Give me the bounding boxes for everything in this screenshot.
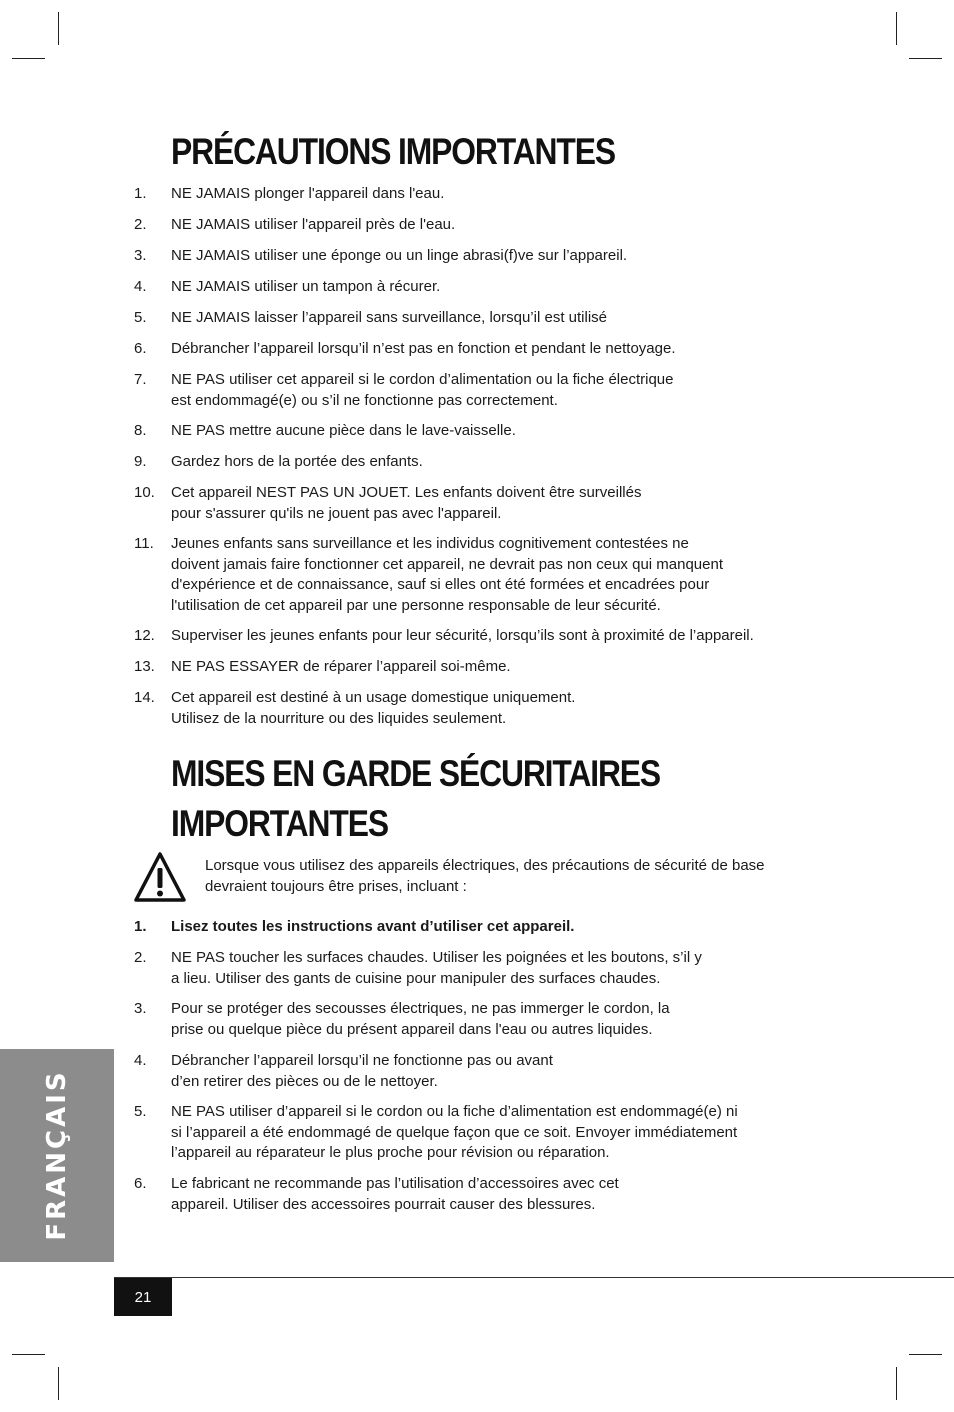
safeguards-intro <box>205 856 765 897</box>
item-text <box>171 483 811 524</box>
language-side-tab <box>0 1049 114 1262</box>
item-text-line: Gardez hors de la portée des enfants. <box>171 453 423 470</box>
item-text <box>171 277 811 298</box>
item-text-line: Cet appareil NEST PAS UN JOUET. Les enfants doivent être surveillés <box>171 484 642 501</box>
crop-mark <box>12 1354 45 1355</box>
item-text-line: doivent jamais faire fonctionner cet appareil, ne devrait pas non ceux qui manquent <box>171 555 724 573</box>
item-text-line: l’appareil au réparateur le plus proche pour révision ou réparation. <box>171 1144 610 1161</box>
item-number: 11. <box>134 535 154 552</box>
item-text <box>171 917 811 938</box>
item-number: 10. <box>134 484 155 501</box>
item-text <box>171 308 811 329</box>
item-number: 1. <box>134 185 147 202</box>
crop-mark <box>58 12 59 45</box>
item-text-line: NE PAS mettre aucune pièce dans le lave-vaisselle. <box>171 422 516 439</box>
item-text-line: Jeunes enfants sans surveillance et les individus cognitivement contestées ne <box>171 535 689 552</box>
item-text <box>171 688 811 729</box>
item-text-line: NE JAMAIS laisser l’appareil sans surveillance, lorsqu’il est utilisé <box>171 309 608 326</box>
section-title-safeguards-line1: MISES EN GARDE SÉCURITAIRES <box>171 753 661 794</box>
item-text <box>171 370 811 411</box>
item-number: 8. <box>134 422 147 439</box>
item-number: 1. <box>134 918 147 935</box>
section-title-safeguards-line2: IMPORTANTES <box>171 803 388 844</box>
item-text-line: l'utilisation de cet appareil par une personne responsable de leur sécurité. <box>171 596 661 614</box>
item-text <box>171 184 811 205</box>
item-text-line: appareil. Utiliser des accessoires pourrait causer des blessures. <box>171 1195 596 1213</box>
item-text-line: d’en retirer des pièces ou de le nettoyer. <box>171 1072 438 1090</box>
item-text-line: d'expérience et de connaissance, sauf si elles ont été formées et encadrées pour <box>171 576 710 593</box>
crop-mark <box>909 1354 942 1355</box>
item-number: 2. <box>134 216 147 233</box>
item-number: 5. <box>134 1103 147 1120</box>
item-text-line: prise ou quelque pièce du présent appareil dans l'eau ou autres liquides. <box>171 1020 653 1038</box>
item-number: 4. <box>134 1052 147 1069</box>
item-text-line: NE PAS utiliser d’appareil si le cordon ou la fiche d’alimentation est endommagé(e) ni <box>171 1103 738 1120</box>
item-number: 3. <box>134 1000 147 1017</box>
item-number: 4. <box>134 278 147 295</box>
item-number: 6. <box>134 1175 147 1192</box>
item-number: 2. <box>134 949 147 966</box>
warning-icon <box>133 851 187 903</box>
item-text-line: NE JAMAIS utiliser l'appareil près de l'eau. <box>171 216 456 233</box>
section-title-precautions: PRÉCAUTIONS IMPORTANTES <box>171 131 615 172</box>
crop-mark <box>896 12 897 45</box>
crop-mark <box>58 1367 59 1400</box>
item-text-line: Cet appareil est destiné à un usage domestique uniquement. <box>171 689 576 706</box>
item-text <box>171 948 811 989</box>
item-number: 13. <box>134 658 155 675</box>
item-text <box>171 534 811 616</box>
item-text-line: Superviser les jeunes enfants pour leur sécurité, lorsqu’ils sont à proximité de l’appareil. <box>171 627 754 644</box>
item-text-line: NE PAS utiliser cet appareil si le cordon d’alimentation ou la fiche électrique <box>171 371 674 388</box>
item-text-line: si l’appareil a été endommagé de quelque façon que ce soit. Envoyer immédiatement <box>171 1123 738 1141</box>
item-text-line: Utilisez de la nourriture ou des liquides seulement. <box>171 709 507 727</box>
item-text <box>171 999 811 1040</box>
item-number: 12. <box>134 627 155 644</box>
item-text <box>171 215 811 236</box>
item-text <box>171 1051 811 1092</box>
item-text-line: pour s'assurer qu'ils ne jouent pas avec l'appareil. <box>171 504 502 522</box>
item-number: 7. <box>134 371 147 388</box>
item-text <box>171 339 811 360</box>
language-label: FRANÇAIS <box>42 1069 72 1241</box>
item-number: 14. <box>134 689 155 706</box>
item-text <box>171 1174 811 1215</box>
item-text-line: Débrancher l’appareil lorsqu’il ne fonctionne pas ou avant <box>171 1052 553 1069</box>
item-number: 3. <box>134 247 147 264</box>
item-text-line: Pour se protéger des secousses électriques, ne pas immerger le cordon, la <box>171 1000 670 1017</box>
item-text <box>171 657 811 678</box>
item-text-line: NE JAMAIS plonger l'appareil dans l'eau. <box>171 185 445 202</box>
item-text-line: Débrancher l’appareil lorsqu’il n’est pas en fonction et pendant le nettoyage. <box>171 340 676 357</box>
item-text <box>171 246 811 267</box>
crop-mark <box>896 1367 897 1400</box>
intro-line: Lorsque vous utilisez des appareils électriques, des précautions de sécurité de base <box>205 857 765 874</box>
item-text-line: Le fabricant ne recommande pas l’utilisation d’accessoires avec cet <box>171 1175 619 1192</box>
item-text-line: NE JAMAIS utiliser une éponge ou un linge abrasi(f)ve sur l’appareil. <box>171 247 628 264</box>
crop-mark <box>909 58 942 59</box>
item-number: 6. <box>134 340 147 357</box>
page-number: 21 <box>114 1278 172 1316</box>
intro-line: devraient toujours être prises, incluant : <box>205 877 467 895</box>
item-text <box>171 421 811 442</box>
item-text-line: NE PAS toucher les surfaces chaudes. Utiliser les poignées et les boutons, s’il y <box>171 949 702 966</box>
item-text <box>171 452 811 473</box>
item-text-line: NE PAS ESSAYER de réparer l’appareil soi-même. <box>171 658 511 675</box>
footer-rule <box>114 1277 954 1278</box>
item-text-line: est endommagé(e) ou s’il ne fonctionne pas correctement. <box>171 391 558 409</box>
item-number: 9. <box>134 453 147 470</box>
item-text-line: NE JAMAIS utiliser un tampon à récurer. <box>171 278 441 295</box>
item-text <box>171 1102 811 1164</box>
item-text-line: a lieu. Utiliser des gants de cuisine pour manipuler des surfaces chaudes. <box>171 969 661 987</box>
item-number: 5. <box>134 309 147 326</box>
item-text <box>171 626 811 647</box>
item-text-line: Lisez toutes les instructions avant d’utiliser cet appareil. <box>171 918 575 935</box>
crop-mark <box>12 58 45 59</box>
